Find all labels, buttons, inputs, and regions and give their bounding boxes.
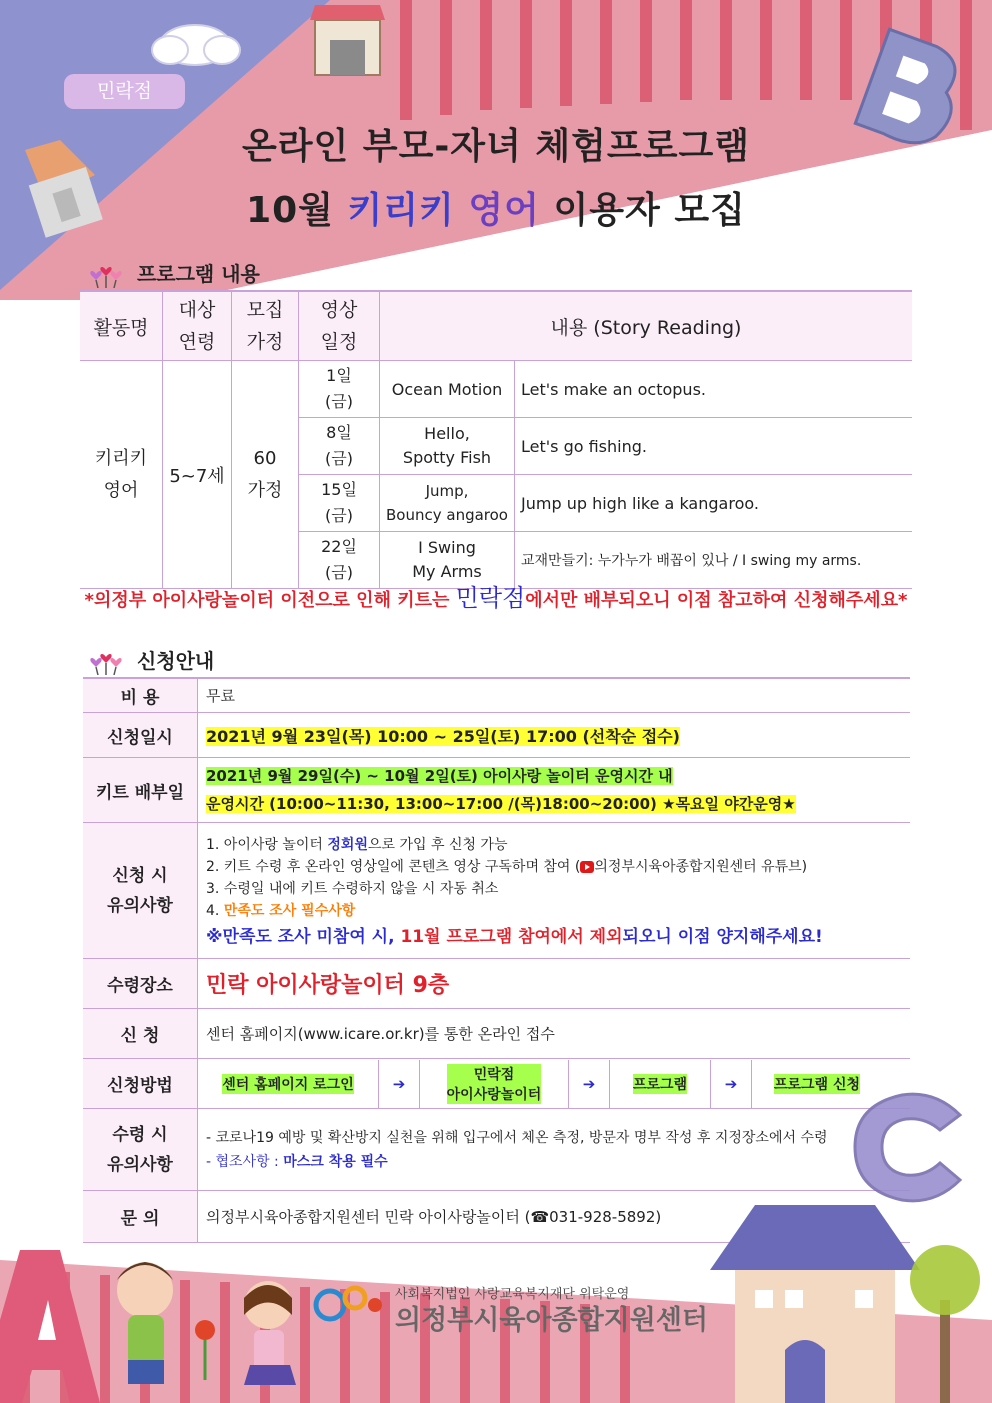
apply-heading-text: 신청안내	[136, 649, 215, 673]
caution-item-4: 4. 만족도 조사 필수사항	[206, 902, 356, 919]
program-section-heading	[88, 258, 260, 288]
notice-text-before: *의정부 아이사랑놀이터 이전으로 인해 키트는	[84, 590, 456, 611]
hearts-icon	[88, 264, 124, 288]
youtube-icon	[580, 861, 594, 873]
arrow-icon: ➔	[711, 1060, 752, 1108]
method-label: 신청방법	[83, 1059, 198, 1109]
activity-name: 키리키 영어	[80, 361, 163, 589]
apply-table	[83, 677, 910, 1243]
step-program: 프로그램	[633, 1074, 687, 1094]
place-value: 민락 아이사랑놀이터 9층	[198, 959, 911, 1009]
contact-value: 의정부시육아종합지원센터 민락 아이사랑놀이터 (☎031-928-5892)	[198, 1191, 911, 1243]
pickup-item-2: - 협조사항 : 마스크 착용 필수	[206, 1153, 388, 1170]
story-content: 교재만들기: 누가누가 배꼽이 있나 / I swing my arms.	[515, 532, 913, 589]
story-content: Jump up high like a kangaroo.	[515, 475, 913, 532]
subtitle-prefix: 10월	[246, 190, 334, 231]
contact-label: 문 의	[83, 1191, 198, 1243]
schedule-date: 8일 (금)	[299, 418, 380, 475]
subtitle-suffix: 이용자 모집	[553, 190, 746, 231]
caution-warning: ※만족도 조사 미참여 시, 11월 프로그램 참여에서 제외되오니 이점 양지해주세요!	[206, 926, 823, 947]
arrow-icon: ➔	[379, 1060, 420, 1108]
notice-text-after: 에서만 배부되오니 이점 참고하여 신청해주세요*	[525, 590, 908, 611]
pickup-item-1: - 코로나19 예방 및 확산방지 실천을 위해 입구에서 체온 측정, 방문자 명부 작성 후 지정장소에서 수령	[206, 1129, 828, 1146]
story-title: Jump, Bouncy angaroo	[380, 475, 515, 532]
apply-section-heading	[88, 645, 214, 675]
branch-badge: 민락점	[64, 74, 185, 109]
col-content: 내용 (Story Reading)	[380, 291, 913, 361]
page-title: 온라인 부모-자녀 체험프로그램	[241, 126, 751, 167]
kit-date-line1: 2021년 9월 29일(수) ~ 10월 2일(토) 아이사랑 놀이터 운영시간 내	[206, 767, 673, 785]
footer-org-name: 의정부시육아종합지원센터	[395, 1305, 708, 1336]
application-label: 신 청	[83, 1009, 198, 1059]
fee-value: 무료	[198, 678, 911, 713]
story-content: Let's make an octopus.	[515, 361, 913, 418]
household-count: 60 가정	[232, 361, 299, 589]
program-heading-text: 프로그램 내용	[136, 262, 260, 286]
caution-label: 신청 시 유의사항	[83, 823, 198, 959]
period-value: 2021년 9월 23일(목) 10:00 ~ 25일(토) 17:00 (선착순 접수)	[206, 726, 680, 746]
arrow-icon: ➔	[569, 1060, 610, 1108]
story-title: Ocean Motion	[380, 361, 515, 418]
hearts-icon	[88, 651, 124, 675]
col-households: 모집 가정	[232, 291, 299, 361]
col-schedule: 영상 일정	[299, 291, 380, 361]
kit-date-label: 키트 배부일	[83, 758, 198, 823]
step-branch: 민락점 아이사랑놀이터	[447, 1064, 542, 1104]
subtitle-highlight-kiriki: 키리키	[347, 190, 455, 231]
fee-label: 비 용	[83, 678, 198, 713]
footer-org-sub: 사회복지법인 사랑교육복지재단 위탁운영	[395, 1287, 630, 1302]
target-age: 5~7세	[163, 361, 232, 589]
story-content: Let's go fishing.	[515, 418, 913, 475]
period-label: 신청일시	[83, 713, 198, 758]
application-value: 센터 홈페이지(www.icare.or.kr)를 통한 온라인 접수	[198, 1009, 911, 1059]
caution-item-2: 2. 키트 수령 후 온라인 영상일에 콘텐츠 영상 구독하며 참여 ( 의정부시육아종합지원센터 유튜브)	[206, 858, 808, 875]
page-subtitle	[0, 182, 992, 233]
schedule-date: 1일 (금)	[299, 361, 380, 418]
notice-highlight: 민락점	[455, 584, 526, 612]
col-activity: 활동명	[80, 291, 163, 361]
subtitle-highlight-english: 영어	[468, 190, 540, 231]
schedule-date: 22일 (금)	[299, 532, 380, 589]
program-table	[80, 290, 912, 589]
kit-date-line2: 운영시간 (10:00~11:30, 13:00~17:00 /(목)18:00~20:00) ★목요일 야간운영★	[206, 795, 796, 813]
story-title: I Swing My Arms	[380, 532, 515, 589]
caution-item-3: 3. 수령일 내에 키트 수령하지 않을 시 자동 취소	[206, 880, 499, 897]
col-age: 대상 연령	[163, 291, 232, 361]
place-label: 수령장소	[83, 959, 198, 1009]
schedule-date: 15일 (금)	[299, 475, 380, 532]
kit-notice	[80, 578, 912, 613]
method-steps	[198, 1060, 910, 1108]
pickup-label: 수령 시 유의사항	[83, 1109, 198, 1191]
story-title: Hello, Spotty Fish	[380, 418, 515, 475]
step-apply: 프로그램 신청	[774, 1074, 860, 1094]
step-login: 센터 홈페이지 로그인	[222, 1074, 353, 1094]
caution-item-1: 1. 아이사랑 놀이터 정회원으로 가입 후 신청 가능	[206, 836, 508, 853]
